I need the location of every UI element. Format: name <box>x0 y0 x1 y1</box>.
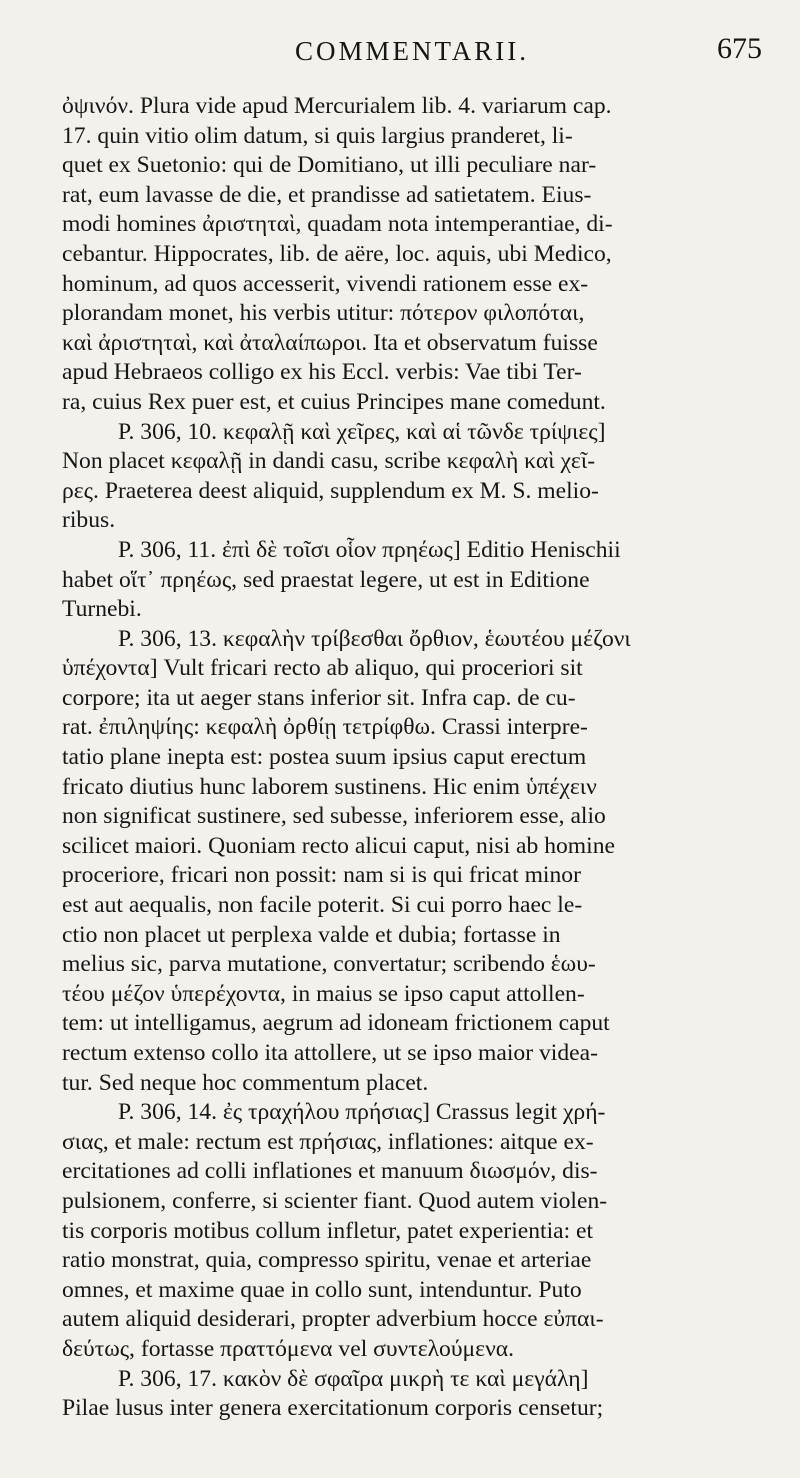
text-line: 17. quin vitio olim datum, si quis largius pranderet, li- <box>62 122 573 149</box>
text-line: tur. Sed neque hoc commentum placet. <box>62 1069 429 1096</box>
text-line: fricato diutius hunc laborem sustinens. Hic enim ὑπέχειν <box>62 773 597 800</box>
text-line: apud Hebraeos colligo ex his Eccl. verbis: Vae tibi Ter- <box>62 359 582 386</box>
text-line: ratio monstrat, quia, compresso spiritu, venae et arteriae <box>62 1247 592 1274</box>
page-number: 675 <box>717 32 762 65</box>
text-line: tatio plane inepta est: postea suum ipsius caput erectum <box>62 744 587 771</box>
text-line: ctio non placet ut perplexa valde et dubia; fortasse in <box>62 921 561 948</box>
text-line: melius sic, parva mutatione, convertatur; scribendo ἑωυ- <box>62 951 596 978</box>
text-line: quet ex Suetonio: qui de Domitiano, ut illi peculiare nar- <box>62 152 597 179</box>
text-line: καὶ ἀριστηταὶ, καὶ ἀταλαίπωροι. Ita et observatum fuisse <box>62 329 598 356</box>
commentary-text <box>62 92 762 1424</box>
text-line: cebantur. Hippocrates, lib. de aëre, loc. aquis, ubi Medico, <box>62 240 612 267</box>
text-line: rat, eum lavasse de die, et prandisse ad satietatem. Eius- <box>62 181 592 208</box>
text-line: rectum extenso collo ita attollere, ut se ipso maior videa- <box>62 1040 598 1066</box>
text-line: scilicet maiori. Quoniam recto alicui caput, nisi ab homine <box>62 832 615 859</box>
text-line: hominum, ad quos accesserit, vivendi rationem esse ex- <box>62 270 589 297</box>
entry-heading-line: P. 306, 11. ἐπὶ δὲ τοῖσι οἷον πρηέως] Editio Henischii <box>118 536 621 563</box>
text-line: non significat sustinere, sed subesse, inferiorem esse, alio <box>62 803 606 830</box>
text-line: pulsionem, conferre, si scienter fiant. Quod autem violen- <box>62 1187 608 1214</box>
text-line: σιας, et male: rectum est πρήσιας, inflationes: aitque ex- <box>62 1128 594 1155</box>
text-line: corpore; ita ut aeger stans inferior sit. Infra cap. de cu- <box>62 684 576 711</box>
text-line: rat. ἐπιληψίης: κεφαλὴ ὀρθίῃ τετρίφθω. Crassi interpre- <box>62 714 588 741</box>
running-title: COMMENTARII. <box>294 36 530 66</box>
text-line: τέου μέζον ὑπερέχοντα, in maius se ipso caput attollen- <box>62 980 585 1007</box>
text-line: ribus. <box>62 507 116 534</box>
text-line: tis corporis motibus collum infletur, patet experientia: et <box>62 1217 594 1244</box>
text-line: omnes, et maxime quae in collo sunt, intenduntur. Puto <box>62 1276 582 1303</box>
text-line: autem aliquid desiderari, propter adverbium hocce εὐπαι- <box>62 1306 604 1333</box>
text-line: δεύτως, fortasse πραττόμενα vel συντελούμενα. <box>62 1335 515 1362</box>
text-line: plorandam monet, his verbis utitur: πότερον φιλοπόται, <box>62 300 585 327</box>
entry-heading-line: P. 306, 10. κεφαλῇ καὶ χεῖρες, καὶ αἱ τῶνδε τρίψιες] <box>118 418 606 445</box>
text-line: ὑπέχοντα] Vult fricari recto ab aliquo, qui proceriori sit <box>62 655 583 682</box>
text-line: Non placet κεφαλῇ in dandi casu, scribe κεφαλὴ καὶ χεῖ- <box>62 448 596 475</box>
text-line: proceriore, fricari non possit: nam si is qui fricat minor <box>62 862 581 889</box>
running-head <box>62 0 762 92</box>
entry-heading-line: P. 306, 13. κεφαλὴν τρίβεσθαι ὄρθιον, ἑωυτέου μέζονι <box>118 625 631 652</box>
entry-heading-line: P. 306, 14. ἐς τραχήλου πρήσιας] Crassus legit χρή- <box>118 1099 606 1126</box>
text-line: modi homines ἀριστηταὶ, quadam nota intemperantiae, di- <box>62 211 613 238</box>
text-line: tem: ut intelligamus, aegrum ad idoneam frictionem caput <box>62 1010 610 1037</box>
entry-heading-line: P. 306, 17. κακὸν δὲ σφαῖρα μικρὴ τε καὶ μεγάλη] <box>118 1365 589 1392</box>
text-line: ra, cuius Rex puer est, et cuius Principes mane comedunt. <box>62 388 606 415</box>
text-line: ercitationes ad colli inflationes et manuum διωσμόν, dis- <box>62 1158 598 1185</box>
text-line: ὀψινόν. Plura vide apud Mercurialem lib. 4. variarum cap. <box>62 93 612 119</box>
text-line: Pilae lusus inter genera exercitationum corporis censetur; <box>62 1395 604 1422</box>
text-line: Turnebi. <box>62 596 142 623</box>
text-line: est aut aequalis, non facile poterit. Si cui porro haec le- <box>62 892 583 919</box>
text-line: habet οἵτ᾽ πρηέως, sed praestat legere, ut est in Editione <box>62 566 590 593</box>
text-line: ρες. Praeterea deest aliquid, supplendum ex M. S. melio- <box>62 477 599 504</box>
